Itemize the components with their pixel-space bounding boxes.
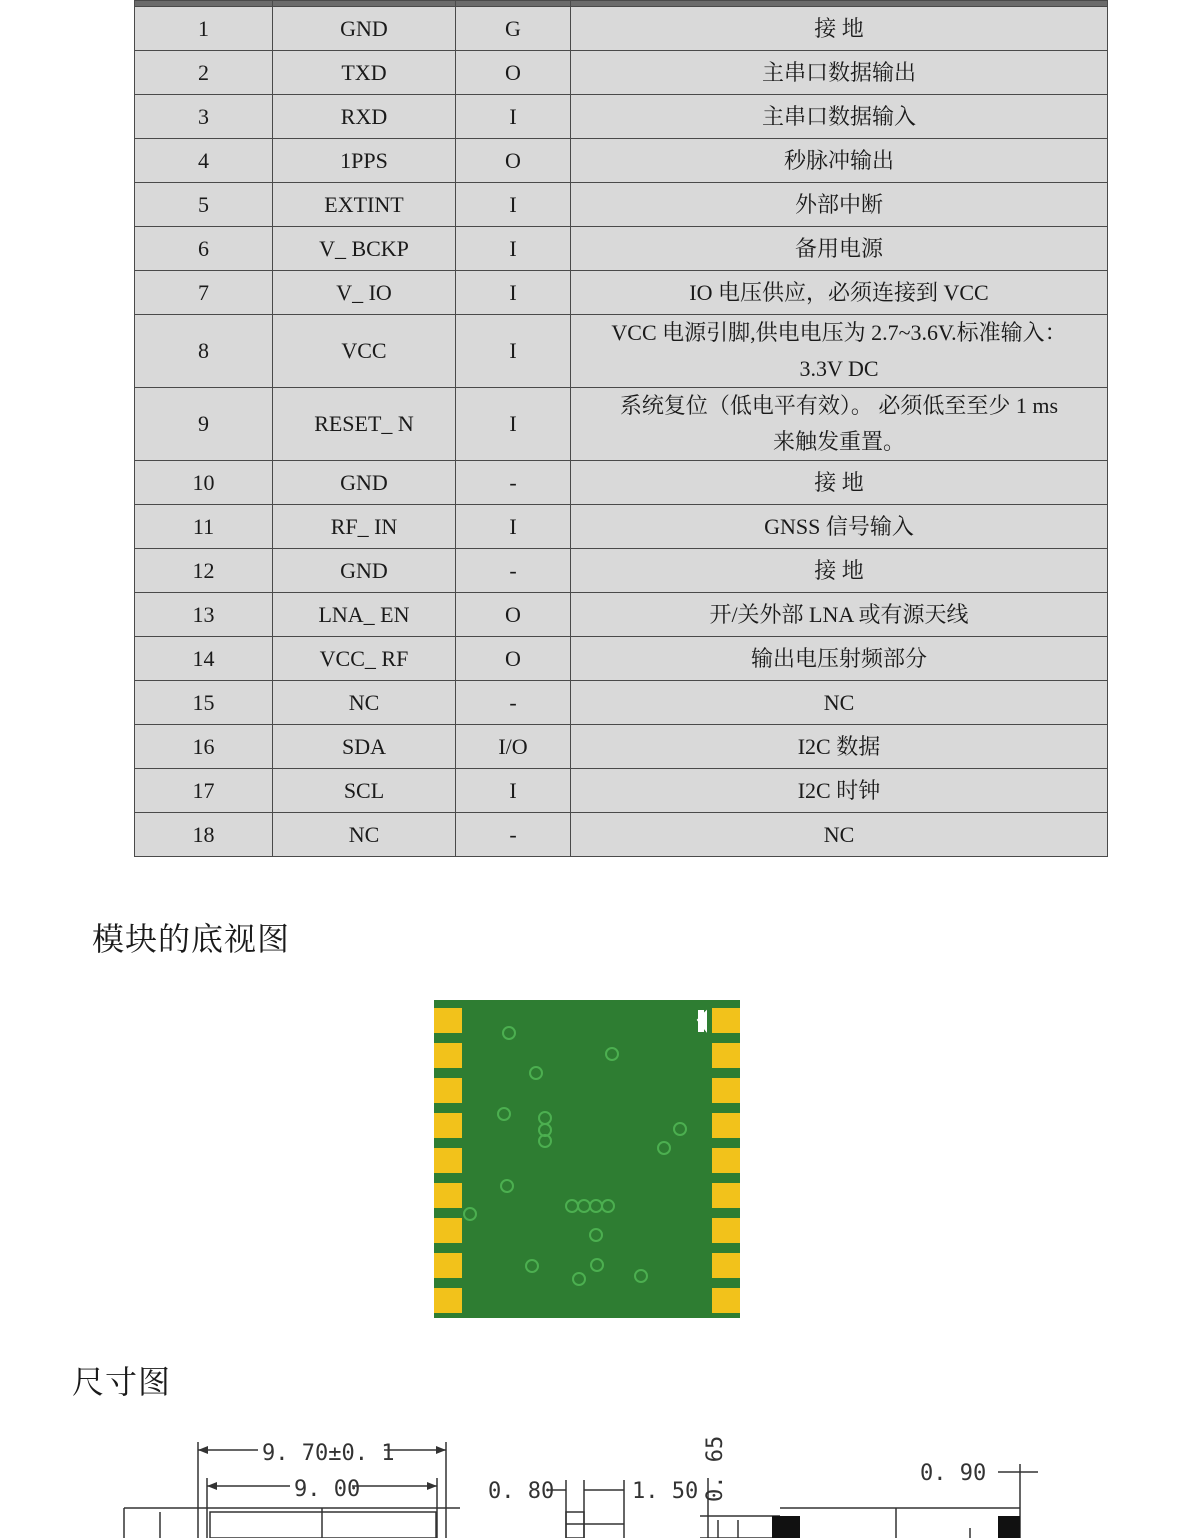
pin-description-line: 系统复位（低电平有效）。 必须低至至少 1 ms — [619, 393, 1059, 418]
pin-number-cell: 10 — [135, 461, 273, 505]
pin-name-cell: SDA — [273, 725, 456, 769]
module-pad-right — [712, 1183, 740, 1208]
dimension-drawing — [0, 1420, 1200, 1538]
table-row — [135, 769, 1108, 813]
pin-io-cell: I — [456, 271, 571, 315]
module-pad-left — [434, 1078, 462, 1103]
pin-number-cell: 8 — [135, 315, 273, 388]
pin-number-cell: 16 — [135, 725, 273, 769]
pin-io-cell: O — [456, 139, 571, 183]
pin-description-cell — [571, 388, 1108, 461]
pin-number-cell: 18 — [135, 813, 273, 857]
module-pad-right — [712, 1008, 740, 1033]
pin-description-line: I2C 数据 — [797, 733, 881, 759]
pin-name-cell: VCC_ RF — [273, 637, 456, 681]
pin-description-line: 外部中断 — [794, 191, 883, 217]
pin-io-cell: I — [456, 315, 571, 388]
pin-name-cell: GND — [273, 549, 456, 593]
pin-name-cell: EXTINT — [273, 183, 456, 227]
pin-number-cell: 5 — [135, 183, 273, 227]
pin-description-line-2: 3.3V DC — [799, 356, 879, 381]
pin-name-cell: TXD — [273, 51, 456, 95]
pin-description-line: 主串口数据输出 — [761, 59, 916, 85]
table-row — [135, 637, 1108, 681]
table-row — [135, 549, 1108, 593]
table-row — [135, 315, 1108, 388]
module-board — [434, 1000, 740, 1318]
table-row — [135, 51, 1108, 95]
table-row — [135, 183, 1108, 227]
pin-description-line: NC — [823, 821, 855, 847]
module-pad-right — [712, 1218, 740, 1243]
pin-number-cell: 17 — [135, 769, 273, 813]
module-pad-right — [712, 1253, 740, 1278]
pin-number-cell: 14 — [135, 637, 273, 681]
pin-number-cell: 11 — [135, 505, 273, 549]
pin-io-cell: G — [456, 7, 571, 51]
pin-description-cell — [571, 461, 1108, 505]
pin-definition-table — [134, 0, 1108, 857]
pin-description-line: 接 地 — [814, 15, 864, 41]
pin-description-line: NC — [823, 689, 855, 715]
pin-io-cell: O — [456, 51, 571, 95]
pin-description-cell — [571, 681, 1108, 725]
pin-description-cell — [571, 227, 1108, 271]
table-row — [135, 681, 1108, 725]
pin-description-cell — [571, 637, 1108, 681]
pin-description-cell — [571, 505, 1108, 549]
pin-description-cell — [571, 549, 1108, 593]
dim-label-pad-pitch: 1. 50 — [632, 1479, 699, 1504]
pin-io-cell: I — [456, 183, 571, 227]
module-pad-left — [434, 1218, 462, 1243]
pin-description-cell — [571, 315, 1108, 388]
pin-name-cell: RF_ IN — [273, 505, 456, 549]
module-pad-right — [712, 1043, 740, 1068]
dim-label-pad-height: 0. 65 — [703, 1435, 728, 1502]
pin1-marker-bar — [698, 1010, 704, 1032]
pin-number-cell: 13 — [135, 593, 273, 637]
table-row — [135, 725, 1108, 769]
pin-io-cell: I — [456, 388, 571, 461]
pin-number-cell: 2 — [135, 51, 273, 95]
pin-number-cell: 9 — [135, 388, 273, 461]
pin-description-cell — [571, 51, 1108, 95]
pin-description-cell — [571, 769, 1108, 813]
pin-number-cell: 7 — [135, 271, 273, 315]
pin-name-cell: NC — [273, 681, 456, 725]
pin-io-cell: - — [456, 461, 571, 505]
pin-description-cell — [571, 725, 1108, 769]
table-row — [135, 505, 1108, 549]
dim-label-outer-width: 9. 70±0. 1 — [262, 1441, 395, 1466]
module-pad-left — [434, 1253, 462, 1278]
pin-name-cell: GND — [273, 7, 456, 51]
pin-description-line: 输出电压射频部分 — [750, 645, 927, 671]
pin-io-cell: I — [456, 227, 571, 271]
table-row — [135, 139, 1108, 183]
pin-name-cell: NC — [273, 813, 456, 857]
pin-io-cell: I — [456, 505, 571, 549]
pin-name-cell: 1PPS — [273, 139, 456, 183]
pin-number-cell: 3 — [135, 95, 273, 139]
pin-io-cell: O — [456, 637, 571, 681]
module-pad-right — [712, 1148, 740, 1173]
table-row — [135, 95, 1108, 139]
pin-description-line: 接 地 — [814, 557, 864, 583]
pin-description-line: I2C 时钟 — [797, 777, 881, 803]
pin-io-cell: I — [456, 95, 571, 139]
pin-description-cell — [571, 271, 1108, 315]
module-pad-right — [712, 1078, 740, 1103]
pin-number-cell: 12 — [135, 549, 273, 593]
pin-name-cell: SCL — [273, 769, 456, 813]
table-row — [135, 593, 1108, 637]
pin-description-cell — [571, 139, 1108, 183]
pin-description-line: GNSS 信号输入 — [764, 513, 914, 539]
module-pad-left — [434, 1183, 462, 1208]
pin-name-cell: RXD — [273, 95, 456, 139]
pin-description-line: IO 电压供应，必须连接到 VCC — [689, 279, 989, 305]
pin-description-line: 开/关外部 LNA 或有源天线 — [709, 601, 969, 627]
module-pad-left — [434, 1113, 462, 1138]
pin-description-line: 主串口数据输入 — [761, 103, 916, 129]
table-row — [135, 7, 1108, 51]
table-row — [135, 813, 1108, 857]
dimension-heading: 尺寸图 — [72, 1363, 172, 1401]
pin-description-cell — [571, 813, 1108, 857]
bottom-view-heading: 模块的底视图 — [92, 920, 291, 958]
module-pad-right — [712, 1288, 740, 1313]
pin-name-cell: V_ IO — [273, 271, 456, 315]
pin-description-line: 接 地 — [814, 469, 864, 495]
dim-label-pad-edge: 0. 90 — [920, 1461, 987, 1486]
dim-label-inner-width: 9. 00 — [294, 1477, 361, 1502]
module-bottom-view — [434, 1000, 740, 1318]
table-row — [135, 388, 1108, 461]
pin-number-cell: 1 — [135, 7, 273, 51]
pad-profile-right — [998, 1516, 1020, 1538]
pin-description-line: VCC 电源引脚,供电电压为 2.7~3.6V.标准输入： — [611, 320, 1067, 345]
pin-name-cell: GND — [273, 461, 456, 505]
pin-description-cell — [571, 7, 1108, 51]
pin-io-cell: - — [456, 681, 571, 725]
pin-io-cell: I/O — [456, 725, 571, 769]
pin-name-cell: VCC — [273, 315, 456, 388]
pin-name-cell: LNA_ EN — [273, 593, 456, 637]
pin-description-line: 备用电源 — [794, 235, 883, 261]
pin-number-cell: 15 — [135, 681, 273, 725]
pad-profile-left — [772, 1516, 800, 1538]
table-row — [135, 271, 1108, 315]
module-pad-left — [434, 1288, 462, 1313]
pin-description-line-2: 来触发重置。 — [772, 429, 905, 454]
pin-io-cell: - — [456, 813, 571, 857]
pin-description-cell — [571, 183, 1108, 227]
pin-number-cell: 4 — [135, 139, 273, 183]
module-pad-left — [434, 1148, 462, 1173]
table-row — [135, 227, 1108, 271]
pin-description-cell — [571, 593, 1108, 637]
pin-name-cell: RESET_ N — [273, 388, 456, 461]
pin-description-line: 秒脉冲输出 — [783, 147, 894, 173]
module-pad-right — [712, 1113, 740, 1138]
dim-label-pad-width: 0. 80 — [488, 1479, 555, 1504]
pin-description-cell — [571, 95, 1108, 139]
module-pad-left — [434, 1008, 462, 1033]
table-row — [135, 461, 1108, 505]
pin-name-cell: V_ BCKP — [273, 227, 456, 271]
pin-number-cell: 6 — [135, 227, 273, 271]
pin-io-cell: O — [456, 593, 571, 637]
module-pad-left — [434, 1043, 462, 1068]
pin-io-cell: I — [456, 769, 571, 813]
pin-io-cell: - — [456, 549, 571, 593]
